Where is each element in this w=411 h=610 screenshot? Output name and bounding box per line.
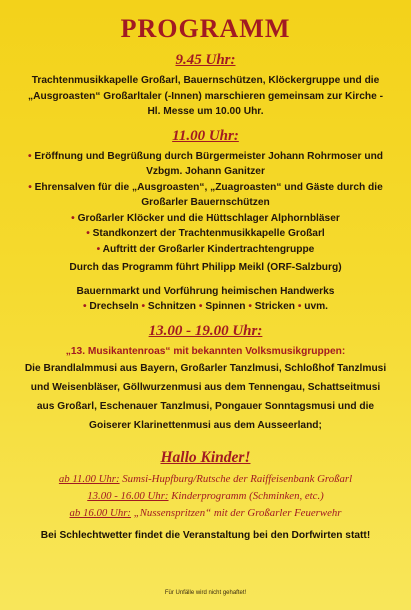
text-line: Durch das Programm führt Philipp Meikl (ORF-Salzburg) bbox=[69, 262, 342, 273]
kinder-text: Kinderprogramm (Schminken, etc.) bbox=[171, 490, 324, 502]
text-line: „13. Musikantenroas“ mit bekannten Volksmusikgruppen: bbox=[65, 345, 346, 357]
kinder-time: 13.00 - 16.00 Uhr: bbox=[87, 490, 169, 502]
kinder-line bbox=[0, 471, 411, 488]
kinder-time: ab 16.00 Uhr: bbox=[69, 507, 132, 519]
time-heading-1100: 11.00 Uhr: bbox=[172, 127, 239, 144]
text-line: Die Brandlalmmusi aus Bayern, Großarler Tanzlmusi, Schloßhof Tanzlmusi bbox=[24, 363, 387, 374]
text-line: Vzbgm. Johann Ganitzer bbox=[146, 166, 265, 177]
craft-item: Spinnen bbox=[205, 301, 246, 312]
kinder-text: Sumsi-Hupfburg/Rutsche der Raiffeisenbank Großarl bbox=[122, 473, 353, 485]
bullet-line bbox=[0, 180, 411, 196]
bullet-line bbox=[0, 226, 411, 242]
text-line: Trachtenmusikkapelle Großarl, Bauernschützen, Klöckergruppe und die bbox=[31, 75, 380, 86]
kinder-time: ab 11.00 Uhr: bbox=[58, 473, 120, 485]
time-heading-1300: 13.00 - 19.00 Uhr: bbox=[148, 322, 263, 339]
kinder-text: „Nussenspritzen“ mit der Großarler Feuerwehr bbox=[133, 507, 342, 519]
text-line: und Weisenbläser, Göllwurzenmusi aus dem Tennengau, Schattseitmusi bbox=[30, 382, 381, 393]
bullet-icon: • bbox=[198, 301, 203, 312]
kinder-heading: Hallo Kinder! bbox=[160, 449, 251, 466]
bullet-text: Auftritt der Großarler Kindertrachtengruppe bbox=[102, 243, 315, 255]
craft-item: Drechseln bbox=[89, 301, 139, 312]
bullet-icon: • bbox=[141, 301, 146, 312]
page-title: PROGRAMM bbox=[120, 14, 291, 43]
craft-item: Stricken bbox=[254, 301, 295, 312]
text-line: aus Großarl, Eschenauer Tanzlmusi, Pongauer Sonntagsmusi und die bbox=[36, 401, 375, 412]
bullet-line bbox=[0, 149, 411, 165]
weather-note: Bei Schlechtwetter findet die Veranstaltung bei den Dorfwirten statt! bbox=[40, 530, 371, 541]
footnote: Für Unfälle wird nicht gehaftet! bbox=[164, 590, 247, 596]
bullet-line bbox=[0, 211, 411, 227]
craft-item: Schnitzen bbox=[147, 301, 197, 312]
bullet-icon: • bbox=[71, 212, 75, 224]
bullet-text: Eröffnung und Begrüßung durch Bürgermeister Johann Rohrmoser und bbox=[34, 150, 384, 162]
craft-item: uvm. bbox=[304, 301, 329, 312]
kinder-line bbox=[0, 488, 411, 505]
bullet-text: Großarler Klöcker und die Hüttschlager Alphornbläser bbox=[77, 212, 340, 224]
bullet-icon: • bbox=[248, 301, 252, 312]
bullet-icon: • bbox=[82, 301, 87, 312]
bullet-icon: • bbox=[297, 301, 302, 312]
craft-list bbox=[0, 299, 411, 315]
bullet-icon: • bbox=[86, 228, 90, 239]
bullet-icon: • bbox=[27, 150, 32, 162]
time-heading-0945: 9.45 Uhr: bbox=[175, 52, 236, 68]
bullet-icon: • bbox=[96, 243, 101, 255]
text-line: „Ausgroasten“ Großarltaler (-Innen) marschieren gemeinsam zur Kirche - bbox=[28, 90, 383, 102]
text-line: Großarler Bauernschützen bbox=[141, 197, 270, 208]
bullet-text: Ehrensalven für die „Ausgroasten“, „Zuagroasten“ und Gäste durch die bbox=[34, 181, 383, 193]
text-line: Goiserer Klarinettenmusi aus dem Ausseerland; bbox=[89, 420, 322, 431]
bullet-icon: • bbox=[28, 181, 32, 193]
bullet-line bbox=[0, 242, 411, 258]
text-line: Hl. Messe um 10.00 Uhr. bbox=[147, 106, 264, 117]
text-line: Bauernmarkt und Vorführung heimischen Handwerks bbox=[76, 285, 335, 297]
kinder-line bbox=[0, 505, 411, 522]
bullet-text: Standkonzert der Trachtenmusikkapelle Großarl bbox=[92, 228, 325, 239]
